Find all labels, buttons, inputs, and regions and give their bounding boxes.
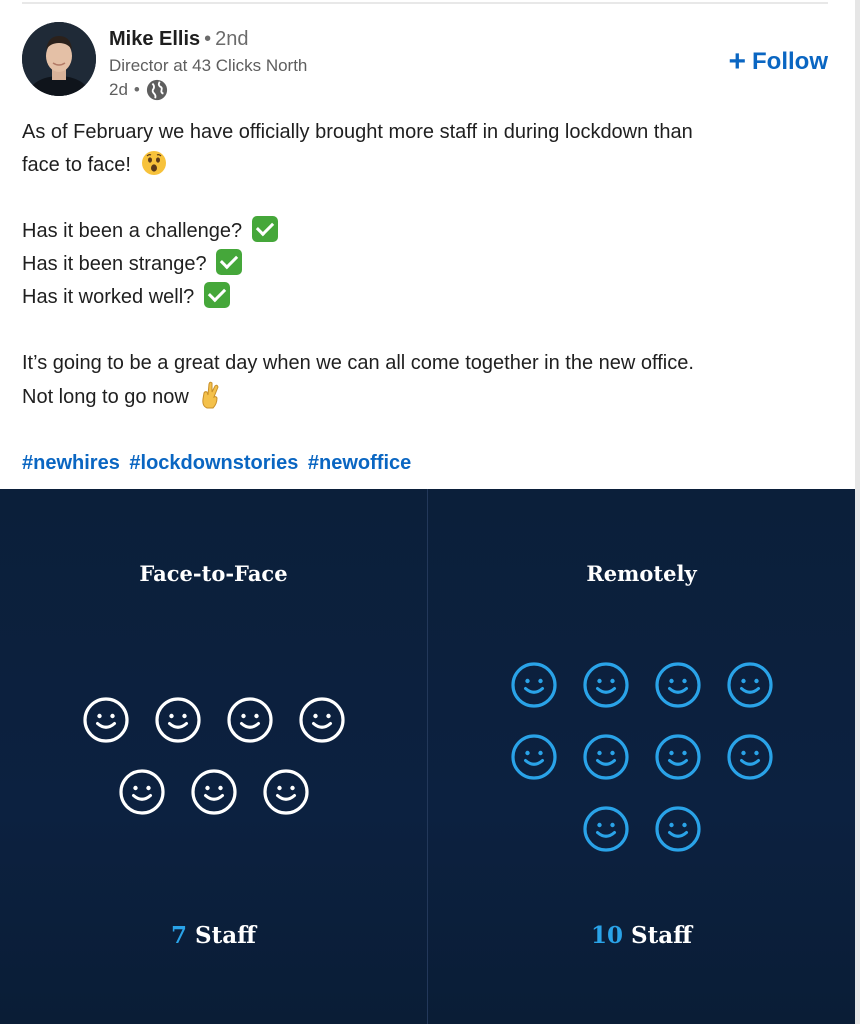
author-headline: Director at 43 Clicks North [109,56,308,75]
crossed-fingers-icon [198,380,222,410]
paragraph-gap [22,314,822,347]
post-text-fragment: Not long to go now [22,386,189,408]
avatar[interactable] [22,22,96,96]
smiley-icon [726,733,774,781]
smiley-row [510,661,774,709]
paragraph-gap [22,414,822,447]
post-header [22,22,828,102]
staff-count-unit: Staff [631,922,693,949]
globe-icon [146,79,168,101]
staff-count [0,922,427,949]
smiley-row [82,696,346,744]
check-icon [204,282,230,308]
post-meta [109,78,307,102]
post-text-fragment: face to face! [22,154,131,176]
smiley-row [118,768,310,816]
panel-title: Remotely [586,561,697,586]
post-time: 2d [109,80,128,99]
top-divider [22,2,828,4]
smiley-icon [298,696,346,744]
smiley-icon [654,805,702,853]
connection-degree: 2nd [215,28,249,50]
post-text-line [22,281,822,314]
smiley-row [510,733,774,781]
plus-icon: + [728,45,747,78]
author-name-line [109,26,307,52]
staff-count-unit: Staff [195,922,257,949]
face-to-face-panel [0,489,428,1024]
smiley-icon [726,661,774,709]
smiley-icon [582,805,630,853]
astonished-face-icon [141,150,167,176]
author-name[interactable]: Mike Ellis [109,28,201,50]
smiley-icon [654,661,702,709]
staff-count-number: 7 [170,922,187,949]
remotely-panel [428,489,855,1024]
smiley-icon [82,696,130,744]
post-text-line: It’s going to be a great day when we can all come together in the new office. [22,352,694,374]
separator-dot: • [204,28,212,50]
hashtag-link[interactable]: #newoffice [307,452,412,474]
check-icon [252,216,278,242]
avatar-photo [22,22,96,96]
post-text-line [22,380,822,414]
hashtag-link[interactable]: #lockdownstories [129,452,299,474]
smiley-icon [154,696,202,744]
post-text-fragment: Has it been a challenge? [22,220,243,242]
smiley-icon [510,661,558,709]
hashtag-link[interactable]: #newhires [22,452,120,474]
follow-label: Follow [752,48,828,75]
smiley-icon [262,768,310,816]
post-image-infographic[interactable] [0,489,855,1024]
post-text-line [22,149,822,182]
panel-title: Face-to-Face [139,561,288,586]
smiley-icon [226,696,274,744]
smiley-icon [582,661,630,709]
smiley-icon [118,768,166,816]
author-block [109,26,307,102]
staff-count [428,922,855,949]
hashtags [22,447,822,480]
post-text-line [22,248,822,281]
face-to-face-smileys [0,696,427,816]
post-text-line: As of February we have officially brought more staff in during lockdown than [22,121,693,143]
remote-smileys [428,661,855,853]
post-body [22,116,822,480]
post-text-fragment: Has it worked well? [22,286,195,308]
post-text-fragment: Has it been strange? [22,253,207,275]
smiley-icon [582,733,630,781]
feed-scroll-edge [855,0,860,1024]
smiley-icon [654,733,702,781]
post-text-line [22,215,822,248]
smiley-icon [190,768,238,816]
paragraph-gap [22,182,822,215]
separator-dot: • [133,80,140,99]
follow-button[interactable] [728,45,828,78]
staff-count-number: 10 [590,922,623,949]
smiley-row [582,805,702,853]
smiley-icon [510,733,558,781]
check-icon [216,249,242,275]
